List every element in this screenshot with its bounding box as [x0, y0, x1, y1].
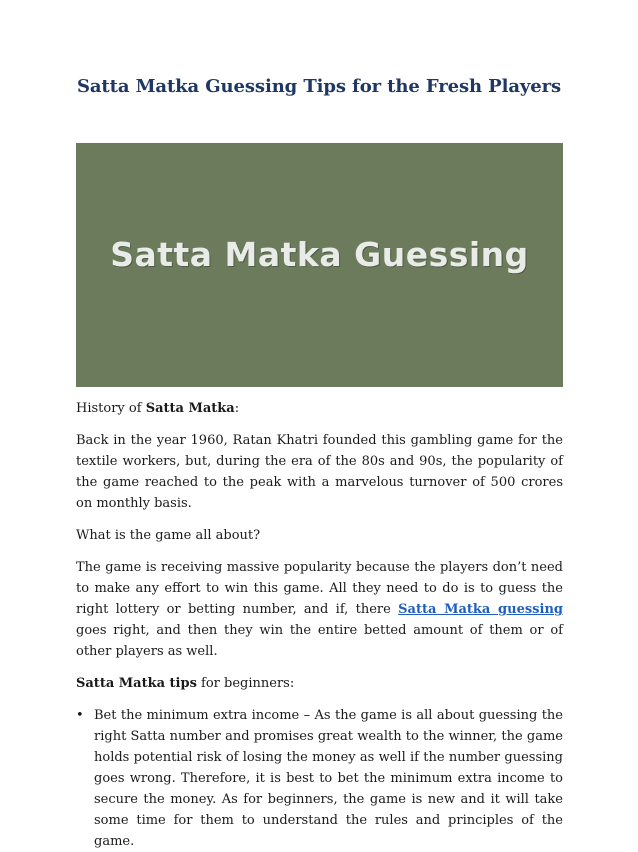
about-text-2: goes right, and then they win the entire betted amount of them or of other players as well.: [76, 623, 563, 659]
banner-image: [76, 143, 563, 387]
tips-heading: [76, 673, 563, 694]
bullet-icon: •: [76, 708, 84, 723]
history-paragraph: Back in the year 1960, Ratan Khatri founded this gambling game for the textile workers, but, during the era of the 80s and 90s, the popularity of the game reached to the peak with a marvelous turnover of 500 crores on monthly basis.: [76, 433, 563, 511]
article-body: [76, 398, 563, 852]
banner-text: Satta Matka Guessing: [110, 235, 529, 274]
page-title: Satta Matka Guessing Tips for the Fresh Players: [76, 76, 562, 97]
history-suffix: :: [234, 401, 240, 416]
about-paragraph: [76, 557, 563, 662]
history-bold: Satta Matka: [145, 401, 235, 416]
history-label: History of: [76, 401, 146, 416]
list-item: [76, 705, 563, 852]
tips-bold: Satta Matka tips: [76, 676, 197, 691]
satta-matka-guessing-link[interactable]: Satta Matka guessing: [398, 602, 563, 617]
about-text-1: The game is receiving massive popularity because the players don’t need to make any effort to win this game. All they need to do is to guess the right lottery or betting number, and if, there: [76, 560, 563, 617]
tip-text: Bet the minimum extra income – As the game is all about guessing the right Satta number and promises great wealth to the winner, the game holds potential risk of losing the money as well if the number guessing goes wrong. Therefore, it is best to bet the minimum extra income to secure the money. As for beginners, the game is new and it will take some time for them to understand the rules and principles of the game.: [94, 708, 563, 849]
about-heading: What is the game all about?: [76, 528, 261, 543]
tips-suffix: for beginners:: [196, 676, 295, 691]
tips-list: [76, 705, 563, 852]
history-heading: [76, 398, 563, 419]
